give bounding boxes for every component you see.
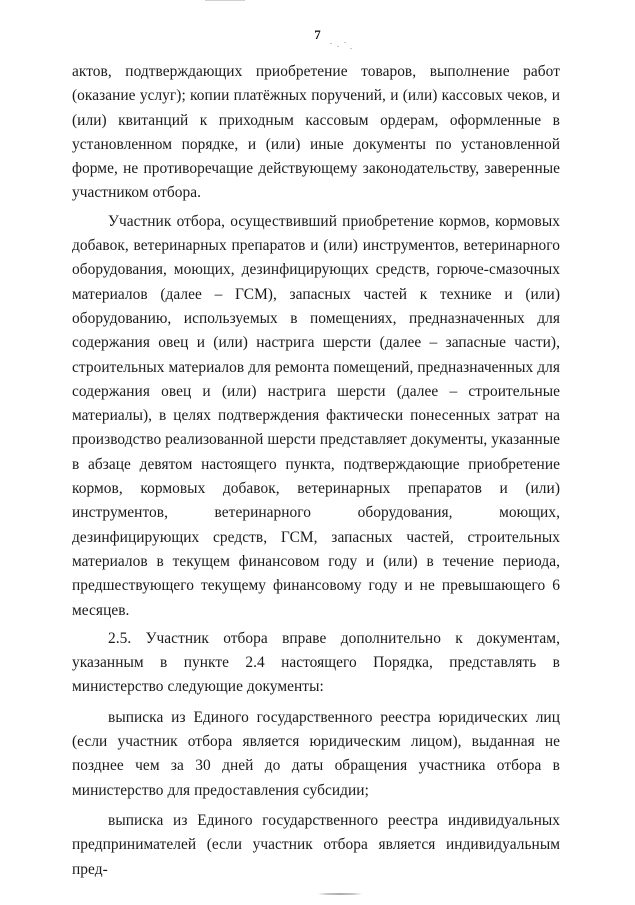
paragraph-egrul-extract: выписка из Единого государственного реестра юридических лиц (если участник отбора является юридическим лицом), выданная не позднее чем за 30 дней до даты обращения участника отбора в министерство для предоставления субсидии;: [72, 708, 560, 799]
body-text: [72, 60, 560, 882]
scan-noise: [328, 40, 358, 52]
paragraph-clause-2-5: 2.5. Участник отбора вправе дополнительно к документам, указанным в пункте 2.4 настоящего Порядка, представлять в министерство следующие документы:: [72, 629, 560, 696]
scan-edge-mark-bottom: [318, 893, 362, 895]
paragraph-continuation: актов, подтверждающих приобретение товаров, выполнение работ (оказание услуг); копии платёжных поручений, и (или) кассовых чеков, и (или) квитанций к приходным кассовым ордерам, оформленные в установленном порядке, и (или) иные документы по установленной форме, не противоречащие действующему законодательству, заверенные участником отбора.: [72, 63, 560, 202]
scan-edge-mark: [205, 0, 245, 1]
paragraph-egrip-extract: выписка из Единого государственного реестра индивидуальных предпринимателей (если участник отбора является индивидуальным пред-: [72, 811, 560, 878]
page-number: 7: [314, 27, 321, 42]
paragraph-participant-expenses: Участник отбора, осуществивший приобретение кормов, кормовых добавок, ветеринарных препаратов и (или) инструментов, ветеринарного оборудования, моющих, дезинфицирующих средств, горюче-смазочных материалов (далее – ГСМ), запасных частей к технике и (или) оборудованию, используемых в помещениях, предназначенных для содержания овец и (или) настрига шерсти (далее – запасные части), строительных материалов для ремонта помещений, предназначенных для содержания овец и (или) настрига шерсти (далее – строительные материалы), в целях подтверждения фактически понесенных затрат на производство реализованной шерсти представляет документы, указанные в абзаце девятом настоящего пункта, подтверждающие приобретение кормов, кормовых добавок, ветеринарных препаратов и (или) инструментов, ветеринарного оборудования, моющих, дезинфицирующих средств, ГСМ, запасных частей, строительных материалов в текущем финансовом году и (или) в течение периода, предшествующего текущему финансовому году и не превышающего 6 месяцев.: [72, 212, 560, 619]
